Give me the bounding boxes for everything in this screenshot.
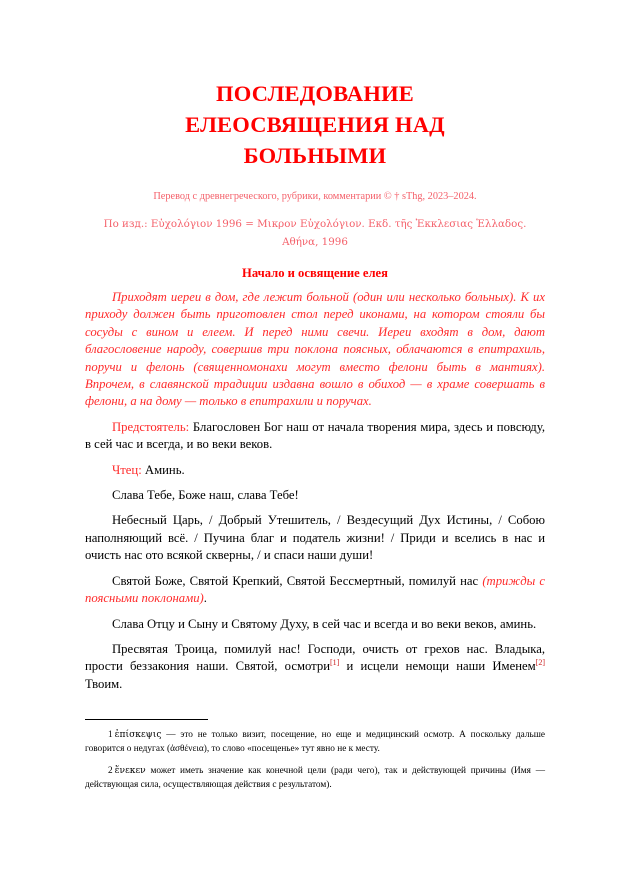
trisagion-text-end: .: [203, 591, 207, 606]
section-heading: Начало и освящение елея: [242, 266, 388, 280]
subtitle-block: [85, 188, 545, 251]
rubric-paragraph: Приходят иереи в дом, где лежит больной (один или несколько больных). К их приходу должен быть приготовлен стол перед иконами, на котором стояли бы сосуды с вином и елеем. И перед ними свечи. Иереи входят в дом, дают благословение народу, совершив три поклона поясных, облачаются в епитрахиль, поручи и фелонь (священномонахи могут вместо фелони быть в мантиях). Впрочем, в славянской традиции издавна вошло в обиход — в храме совершать в фелони, а на дому — только в епитрахили и поручах.: [85, 290, 545, 409]
footnote-1: [85, 729, 545, 756]
trinity-text-part-3: Твоим.: [85, 676, 123, 691]
prayer-paragraph-doxology: Слава Отцу и Сыну и Святому Духу, в сей час и всегда и во веки веков, аминь.: [112, 616, 537, 631]
footnotes-section: [85, 719, 545, 792]
footnote-1-greek-term: ἐπίσκεψις: [114, 730, 162, 741]
footnote-2-text: может иметь значение как конечной цели (ради чего), так и действующей причины (Имя — действующая сила, осуществляющая действия с результатом).: [85, 766, 545, 790]
footnote-2: [85, 765, 545, 792]
prayer-paragraph-glory-short: Слава Тебе, Боже наш, слава Тебе!: [112, 488, 299, 503]
translation-credit: Перевод с древнегреческого, рубрики, комментарии © † sThg, 2023–2024.: [153, 191, 477, 202]
footnote-separator: [85, 719, 208, 720]
speech-paragraph-reader: [85, 462, 545, 479]
speaker-label-presider: Предстоятель:: [112, 419, 190, 434]
title-line-1: ПОСЛЕДОВАНИЕ: [216, 81, 414, 106]
speech-paragraph-presider: [85, 419, 545, 454]
prayer-paragraph-heavenly-king: Небесный Царь, / Добрый Утешитель, / Вездесущий Дух Истины, / Собою наполняющий всё. / Пучина благ и податель жизни! / Приди и вселись в нас и очисть нас ото всякой скверны, / и спаси наши души!: [85, 513, 545, 563]
footnote-1-text: — это не только визит, посещение, но еще и медицинский осмотр. А поскольку дальше говорится о недугах (ἀσθένεια), то слово «посещенье» тут явно не к месту.: [85, 730, 545, 754]
footnote-ref-1[interactable]: [1]: [330, 658, 340, 668]
prayer-paragraph-trisagion: [85, 573, 545, 608]
page-content: [85, 0, 545, 793]
title-line-2: ЕЛЕОСВЯЩЕНИЯ НАД: [185, 112, 445, 137]
inline-rubric-bows: (трижды с поясными поклонами): [85, 573, 545, 606]
footnote-ref-2[interactable]: [2]: [535, 658, 545, 668]
trinity-text-part-2: и исцели немощи наши Именем: [339, 659, 536, 674]
page-title: [85, 0, 545, 171]
source-edition-line-1: По изд.: Εὐχολόγιον 1996 = Μικρον Εὐχολόγιον. Εκδ. τῆς Ἐκκλεσιας Ἑλλαδος.: [103, 218, 527, 230]
speech-text-reader: Аминь.: [144, 462, 185, 477]
footnote-1-number: 1: [108, 730, 113, 741]
prayer-paragraph-trinity: [85, 641, 545, 693]
footnote-2-number: 2: [108, 766, 113, 777]
speech-text-presider: Благословен Бог наш от начала творения мира, здесь и повсюду, в сей час и всегда, и во веки веков.: [85, 419, 545, 452]
source-edition-line-2: Αθήνα, 1996: [282, 236, 348, 248]
trinity-text-part-1: Пресвятая Троица, помилуй нас! Господи, очисть от грехов нас. Владыка, прости беззакония наши. Святой, осмотри: [85, 641, 545, 674]
title-line-3: БОЛЬНЫМИ: [243, 143, 387, 168]
speaker-label-reader: Чтец:: [112, 462, 142, 477]
footnote-2-greek-term: ἕνεκεν: [114, 766, 146, 777]
trisagion-text: Святой Боже, Святой Крепкий, Святой Бессмертный, помилуй нас: [112, 573, 483, 588]
